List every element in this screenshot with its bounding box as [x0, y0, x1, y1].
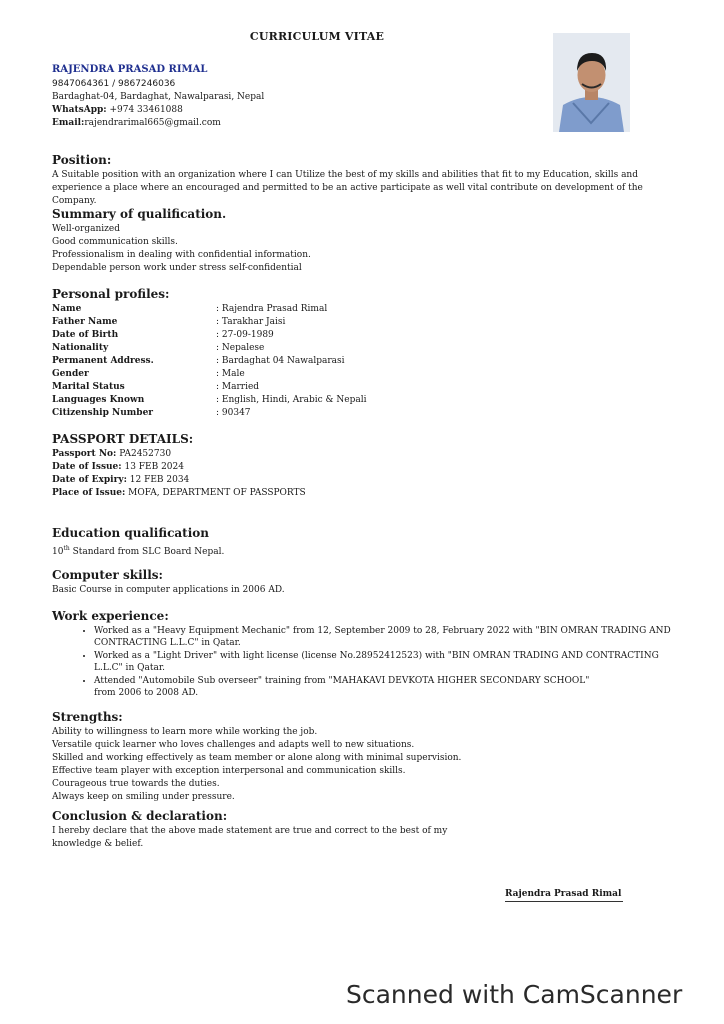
work-experience-heading: Work experience:	[52, 609, 169, 623]
work-line: Attended "Automobile Sub overseer" training from "MAHAKAVI DEVKOTA HIGHER SECONDARY SCHOOL"	[94, 676, 590, 686]
work-line-cont: CONTRACTING L.L.C" in Qatar.	[94, 638, 241, 648]
passport-value: 12 FEB 2034	[126, 475, 190, 485]
education-grade-suffix: th	[63, 545, 70, 552]
passport-row	[52, 461, 672, 474]
document-title: CURRICULUM VITAE	[249, 30, 385, 43]
passport-heading: PASSPORT DETAILS:	[52, 432, 194, 446]
camscanner-watermark: Scanned with CamScanner	[346, 980, 683, 1009]
education-section	[52, 526, 672, 559]
passport-value: PA2452730	[116, 449, 172, 459]
passport-key: Passport No:	[52, 449, 117, 459]
passport-value: 13 FEB 2024	[121, 462, 184, 472]
computer-skills-section	[52, 568, 672, 597]
position-text: A Suitable position with an organization where I can Utilize the best of my skills and abilities that fit to my Education, skills and experience a place where an encouraged and permitted to be an active participate as well vital contribute on development of the Company.	[52, 170, 643, 206]
position-heading: Position:	[52, 153, 112, 167]
profile-key: Nationality	[52, 343, 109, 353]
profile-photo	[553, 33, 630, 132]
passport-row	[52, 487, 672, 500]
list-item	[94, 650, 672, 674]
strength-line: Skilled and working effectively as team member or alone along with minimal supervision.	[52, 753, 462, 763]
profile-value: : Married	[216, 382, 260, 392]
computer-skills-heading: Computer skills:	[52, 568, 163, 582]
summary-line: Well-organized	[52, 224, 120, 234]
summary-line: Dependable person work under stress self-confidential	[52, 263, 302, 273]
whatsapp-label: WhatsApp:	[52, 105, 107, 115]
email-label: Email:	[52, 118, 85, 128]
summary-section	[52, 207, 672, 275]
work-experience-list	[52, 625, 672, 699]
strength-line: Courageous true towards the duties.	[52, 779, 220, 789]
strengths-heading: Strengths:	[52, 710, 123, 724]
education-heading: Education qualification	[52, 526, 209, 540]
profile-key: Permanent Address.	[52, 356, 154, 366]
strength-line: Always keep on smiling under pressure.	[52, 792, 235, 802]
computer-skills-text: Basic Course in computer applications in 2006 AD.	[52, 585, 285, 595]
signature-name: Rajendra Prasad Rimal	[505, 889, 623, 902]
work-line-cont: L.L.C" in Qatar.	[94, 663, 165, 673]
passport-row	[52, 448, 672, 461]
work-line: Worked as a "Light Driver" with light license (license No.28952412523) with "BIN OMRAN TRADING AND CONTRACTING	[94, 651, 659, 661]
passport-key: Date of Issue:	[52, 462, 122, 472]
profile-key: Citizenship Number	[52, 408, 154, 418]
profile-key: Date of Birth	[52, 330, 119, 340]
profile-value: : Nepalese	[216, 343, 265, 353]
profile-value: : 90347	[216, 408, 251, 418]
passport-row	[52, 474, 672, 487]
profile-key: Name	[52, 304, 82, 314]
conclusion-section	[52, 809, 672, 851]
list-item	[94, 625, 672, 649]
contact-block	[52, 78, 264, 130]
education-description: Standard from SLC Board Nepal.	[69, 547, 225, 557]
position-section	[52, 153, 672, 208]
profile-key: Languages Known	[52, 395, 145, 405]
passport-key: Date of Expiry:	[52, 475, 127, 485]
personal-profile-section	[52, 287, 672, 420]
personal-profile-table	[52, 303, 672, 420]
strength-line: Effective team player with exception interpersonal and communication skills.	[52, 766, 406, 776]
work-experience-section	[52, 609, 672, 700]
summary-line: Professionalism in dealing with confidential information.	[52, 250, 311, 260]
profile-value: : 27-09-1989	[216, 330, 274, 340]
strength-line: Ability to willingness to learn more while working the job.	[52, 727, 318, 737]
work-line: Worked as a "Heavy Equipment Mechanic" from 12, September 2009 to 28, February 2022 with "BIN OMRAN TRADING AND	[94, 626, 671, 636]
whatsapp-value: +974 33461088	[106, 105, 183, 115]
profile-value: : English, Hindi, Arabic & Nepali	[216, 395, 367, 405]
email-line	[52, 117, 264, 130]
profile-value: : Tarakhar Jaisi	[216, 317, 286, 327]
summary-heading: Summary of qualification.	[52, 207, 227, 221]
applicant-name: RAJENDRA PRASAD RIMAL	[52, 64, 208, 75]
conclusion-heading: Conclusion & declaration:	[52, 809, 228, 823]
work-line-cont: from 2006 to 2008 AD.	[94, 688, 199, 698]
address: Bardaghat-04, Bardaghat, Nawalparasi, Nepal	[52, 92, 265, 102]
passport-value: MOFA, DEPARTMENT OF PASSPORTS	[125, 488, 306, 498]
profile-value: : Male	[216, 369, 245, 379]
personal-profile-heading: Personal profiles:	[52, 287, 170, 301]
list-item	[94, 675, 672, 699]
phone-numbers: 9847064361 / 9867246036	[52, 79, 176, 89]
summary-line: Good communication skills.	[52, 237, 178, 247]
profile-key: Gender	[52, 369, 89, 379]
whatsapp-line	[52, 104, 264, 117]
profile-value: : Bardaghat 04 Nawalparasi	[216, 356, 345, 366]
education-text	[52, 542, 672, 559]
strength-line: Versatile quick learner who loves challenges and adapts well to new situations.	[52, 740, 415, 750]
conclusion-line: knowledge & belief.	[52, 839, 144, 849]
passport-key: Place of Issue:	[52, 488, 126, 498]
passport-section	[52, 432, 672, 500]
profile-key: Father Name	[52, 317, 118, 327]
conclusion-line: I hereby declare that the above made statement are true and correct to the best of my	[52, 826, 448, 836]
profile-key: Marital Status	[52, 382, 125, 392]
education-grade: 10	[52, 547, 64, 557]
strengths-section	[52, 710, 672, 804]
profile-value: : Rajendra Prasad Rimal	[216, 304, 328, 314]
email-value: rajendrarimal665@gmail.com	[84, 118, 221, 128]
